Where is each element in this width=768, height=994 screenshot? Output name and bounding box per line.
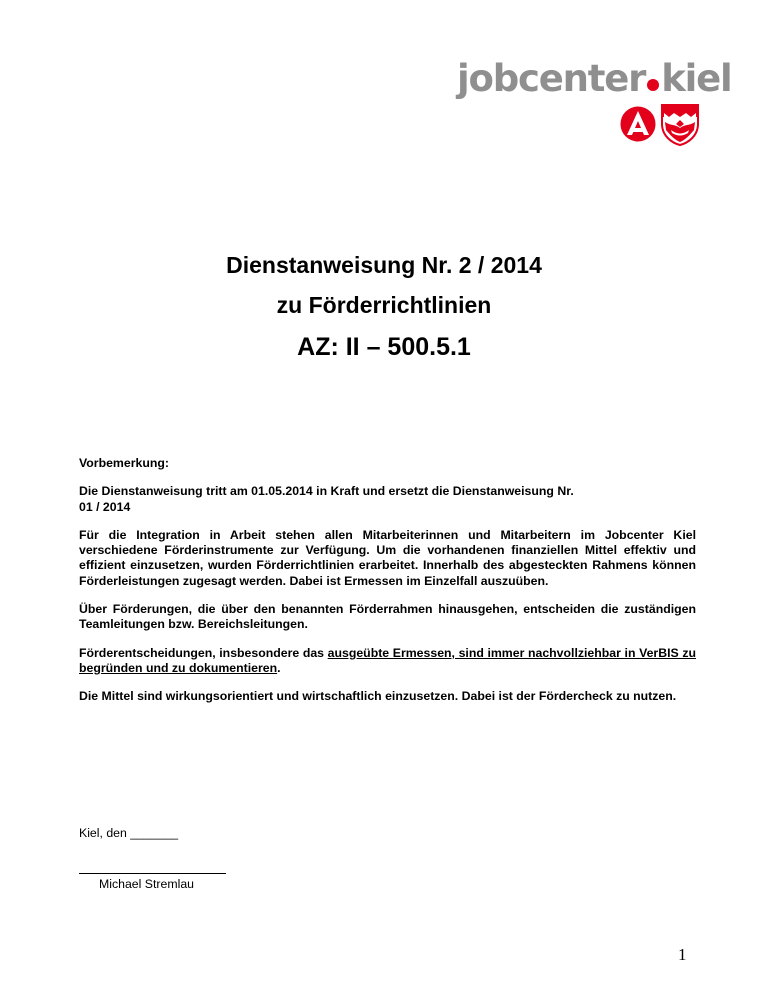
paragraph-approval: Über Förderungen, die über den benannten Förderrahmen hinausgehen, entscheiden die zuständigen Teamleitungen bzw. Bereichsleitungen. [79, 602, 696, 632]
paragraph-integration: Für die Integration in Arbeit stehen allen Mitarbeiterinnen und Mitarbeitern im Jobcenter Kiel verschiedene Förderinstrumente zur Verfügung. Um die vorhandenen finanziellen Mittel effektiv und effizient einzusetzen, wurden Förderrichtlinien erarbeitet. Innerhalb des abgesteckten Rahmens können Förderleistungen zugesagt werden. Dabei ist Ermessen im Einzelfall auszuüben. [79, 527, 696, 588]
paragraph-funding-check: Die Mittel sind wirkungsorientiert und wirtschaftlich einzusetzen. Dabei ist der Fördercheck zu nutzen. [79, 689, 677, 704]
paragraph-documentation [79, 646, 696, 677]
paragraph-validity-line2: 01 / 2014 [79, 499, 131, 514]
page-number: 1 [678, 945, 687, 964]
paragraph-documentation-text: Förderentscheidungen, insbesondere das [79, 645, 328, 660]
document-body [79, 456, 696, 718]
logo-text-jobcenter: jobcenter [457, 57, 646, 100]
signature-line [79, 873, 226, 874]
signatory-name: Michael Stremlau [99, 877, 194, 891]
logo-text-kiel: kiel [661, 57, 732, 100]
preliminary-label: Vorbemerkung: [79, 456, 169, 470]
bundesagentur-arbeit-logo-icon [620, 106, 656, 142]
document-subtitle: zu Förderrichtlinien [276, 292, 492, 318]
paragraph-validity [79, 484, 696, 515]
paragraph-documentation-end: . [277, 660, 281, 675]
place-date-line: Kiel, den _______ [79, 826, 179, 840]
logo-wordmark [457, 57, 732, 100]
document-title: Dienstanweisung Nr. 2 / 2014 [226, 252, 542, 278]
paragraph-validity-line1: Die Dienstanweisung tritt am 01.05.2014 in Kraft und ersetzt die Dienstanweisung Nr. [79, 484, 574, 499]
kiel-coat-of-arms-icon [661, 104, 699, 146]
logo-dot-icon [647, 79, 659, 91]
underlined-requirement: ausgeübte Ermessen, sind immer nachvollziehbar in VerBIS zu begründen und zu dokumentieren [79, 645, 696, 675]
file-reference: AZ: II – 500.5.1 [297, 333, 471, 361]
